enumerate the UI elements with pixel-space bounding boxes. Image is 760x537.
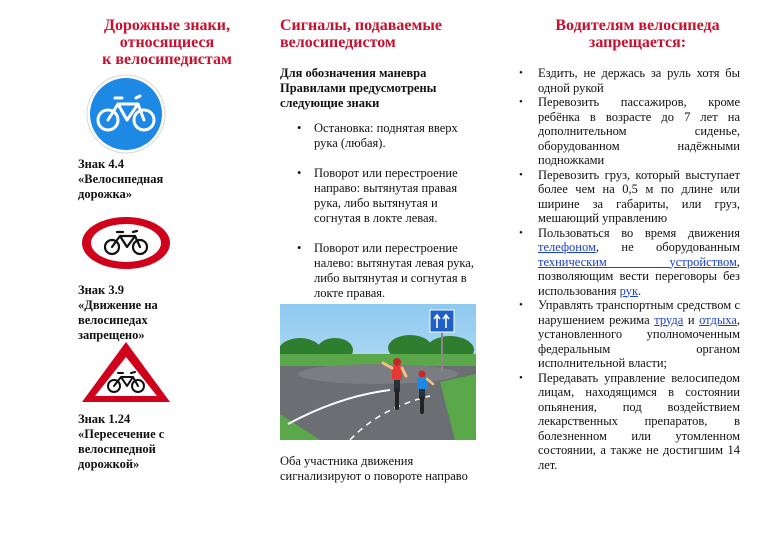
cyclists-illustration: [280, 304, 476, 440]
list-item: • Ездить, не держась за руль хотя бы одной рукой: [519, 66, 740, 95]
sign-caption-4-4: Знак 4.4 «Велосипедная дорожка»: [78, 157, 164, 201]
signals-list: [280, 121, 476, 316]
no-bicycles-sign-icon: [80, 216, 172, 270]
list-item: • Перевозить пассажиров, кроме ребёнка в возрасте до 7 лет на дополнительном сиденье, оборудованном надёжными подножками: [519, 95, 740, 167]
bicycle-path-sign-icon: [80, 74, 172, 154]
bullet-icon: •: [519, 67, 523, 79]
signals-intro: Для обозначения маневра Правилами предусмотрены следующие знаки: [280, 66, 437, 110]
prohibitions-list: [517, 66, 740, 472]
bullet-icon: •: [519, 96, 523, 108]
bullet-icon: •: [519, 299, 523, 311]
list-item: • Пользоваться во время движения телефоном, не оборудованным техническим устройством, позволяющим вести переговоры без использования рук.: [519, 225, 740, 298]
prohibitions-column: [517, 0, 740, 472]
bullet-icon: •: [519, 226, 523, 239]
sign-caption-1-24: Знак 1.24 «Пересечение с велосипедной дорожкой»: [78, 412, 165, 471]
inline-link[interactable]: отдыха: [699, 312, 737, 327]
photo-caption: Оба участника движения сигнализируют о повороте направо: [280, 454, 468, 483]
signals-column: [280, 0, 476, 483]
sign-caption-3-9: Знак 3.9 «Движение на велосипедах запрещено»: [78, 283, 158, 342]
signals-heading: Сигналы, подаваемые велосипедистом: [280, 17, 442, 51]
list-item: • Передавать управление велосипедом лицам, находящимся в состоянии опьянения, под воздействием лекарственных препаратов, в болезненном или утомленном состоянии, а также не достигшим 14 лет.: [519, 370, 740, 472]
inline-link[interactable]: техническим устройством: [538, 254, 737, 269]
list-item: • Поворот или перестроение направо: вытянутая правая рука, либо вытянутая и согнутая в локте левая.: [297, 166, 458, 225]
signs-column: [78, 0, 256, 471]
list-item: • Перевозить груз, который выступает более чем на 0,5 м по длине или ширине за габариты, или груз, мешающий управлению: [519, 167, 740, 225]
inline-link[interactable]: труда: [654, 312, 684, 327]
signs-heading: Дорожные знаки, относящиеся к велосипедистам: [102, 17, 232, 68]
inline-link[interactable]: рук: [619, 283, 639, 298]
bicycle-crossing-warning-sign-icon: [80, 340, 172, 404]
list-item: • Поворот или перестроение налево: вытянутая левая рука, либо вытянутая и согнутая в локте правая.: [297, 241, 474, 300]
bullet-icon: •: [519, 168, 523, 181]
list-item: • Управлять транспортным средством с нарушением режима труда и отдыха, установленного уполномоченным федеральным органом исполнительной власти;: [519, 298, 740, 370]
inline-link[interactable]: телефоном: [538, 240, 596, 254]
prohibitions-heading: Водителям велосипеда запрещается:: [555, 17, 720, 51]
list-item: • Остановка: поднятая вверх рука (любая).: [297, 121, 458, 150]
bullet-icon: •: [519, 371, 523, 384]
